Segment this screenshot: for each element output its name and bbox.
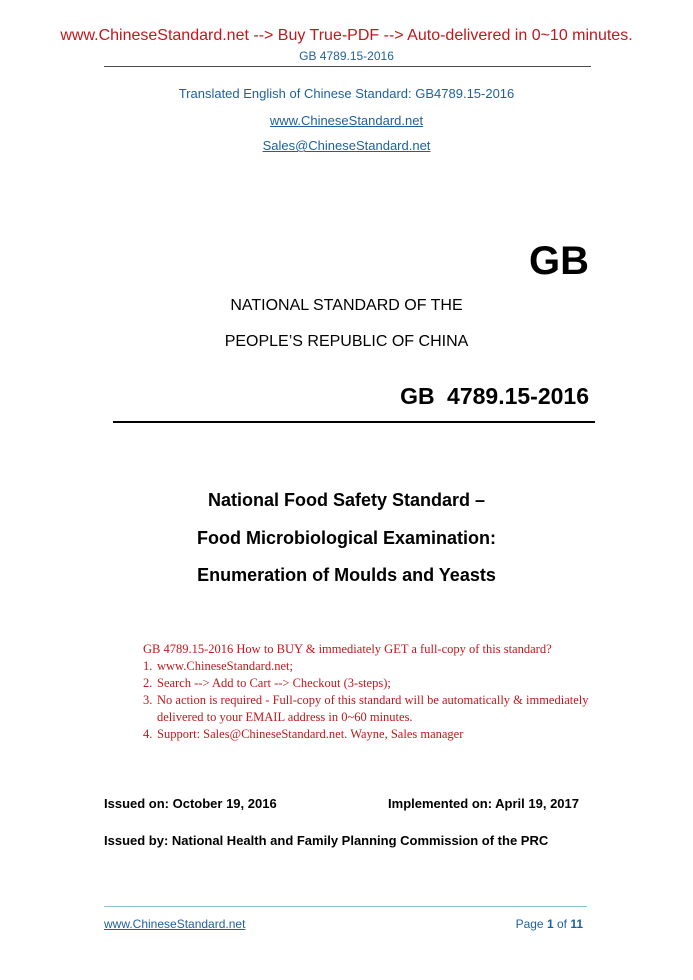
list-text: Search --> Add to Cart --> Checkout (3-steps); [157, 676, 391, 690]
purchase-heading: GB 4789.15-2016 How to BUY & immediately GET a full-copy of this standard? [143, 642, 552, 656]
page-total: 11 [570, 917, 583, 931]
sales-link-row [0, 137, 693, 155]
list-number: 2. [143, 676, 153, 690]
footer-divider [104, 906, 587, 907]
list-text: No action is required - Full-copy of this standard will be automatically & immediately delivered to your EMAIL address in 0~60 minutes. [157, 693, 589, 724]
list-text[interactable]: www.ChineseStandard.net; [157, 659, 293, 673]
site-link-row [0, 112, 693, 130]
purchase-steps [143, 658, 593, 743]
page-current: 1 [546, 917, 554, 931]
header-divider [104, 66, 591, 67]
list-item [143, 726, 593, 743]
document-title-line-1: National Food Safety Standard – [207, 490, 486, 510]
list-item [143, 658, 593, 675]
site-link[interactable]: www.ChineseStandard.net [269, 113, 424, 128]
footer-site-link[interactable]: www.ChineseStandard.net [104, 917, 246, 931]
translated-line: Translated English of Chinese Standard: GB4789.15-2016 [178, 86, 515, 101]
list-number: 4. [143, 727, 153, 741]
issued-on-date: Issued on: October 19, 2016 [104, 796, 277, 811]
list-text: Support: Sales@ChineseStandard.net. Wayne, Sales manager [157, 727, 464, 741]
gb-mark: GB [529, 239, 589, 283]
sales-email-link[interactable]: Sales@ChineseStandard.net [262, 138, 431, 153]
page-of: of [553, 917, 571, 931]
national-standard-line-2: PEOPLE’S REPUBLIC OF CHINA [224, 333, 469, 350]
promo-banner[interactable]: www.ChineseStandard.net --> Buy True-PDF --> Auto-delivered in 0~10 minutes. [60, 27, 633, 44]
purchase-instructions [143, 640, 593, 743]
page-prefix: Page [515, 917, 547, 931]
header-standard-code: GB 4789.15-2016 [299, 49, 394, 63]
national-standard-line-1: NATIONAL STANDARD OF THE [230, 297, 463, 314]
document-title-line-2: Food Microbiological Examination: [196, 528, 496, 548]
page-indicator [516, 917, 583, 931]
document-title-line-3: Enumeration of Moulds and Yeasts [197, 565, 496, 585]
list-number: 1. [143, 659, 153, 673]
list-number: 3. [143, 693, 153, 707]
standard-code: GB 4789.15-2016 [400, 383, 589, 409]
title-divider [113, 421, 595, 423]
issuing-authority: Issued by: National Health and Family Planning Commission of the PRC [104, 833, 549, 848]
implemented-on-date: Implemented on: April 19, 2017 [388, 796, 579, 811]
list-item [143, 692, 593, 726]
list-item [143, 675, 593, 692]
